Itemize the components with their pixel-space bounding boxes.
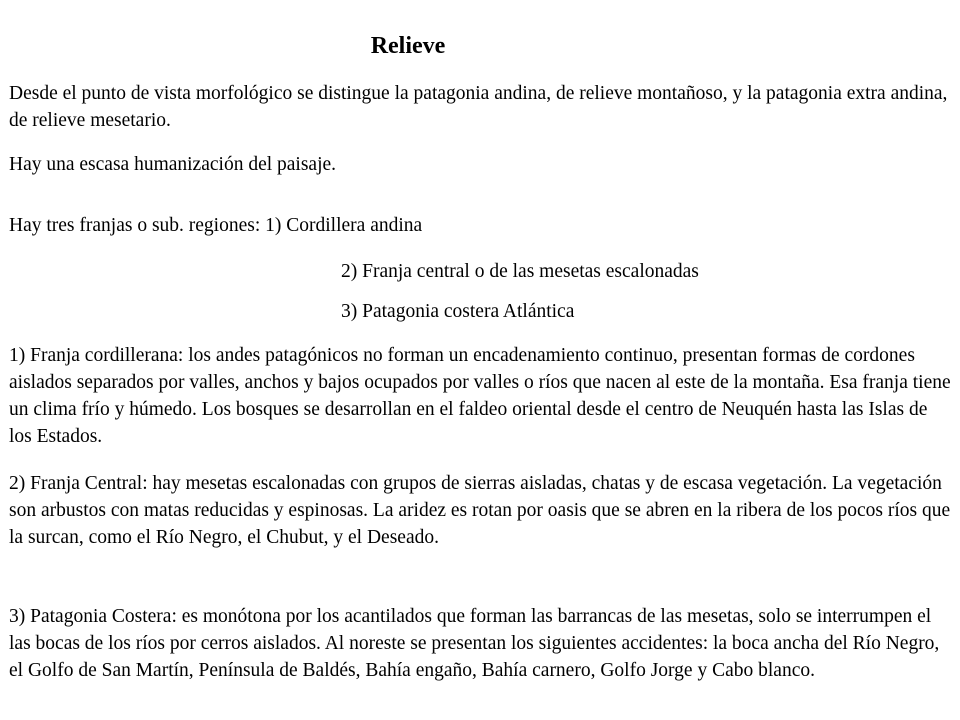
paragraph-intro: Desde el punto de vista morfológico se distingue la patagonia andina, de relieve montañoso, y la patagonia extra andina, de relieve mesetario. bbox=[9, 83, 948, 131]
paragraph-patagonia-costera: 3) Patagonia Costera: es monótona por los acantilados que forman las barrancas de las mesetas, solo se interrumpen el las bocas de los ríos por cerros aislados. Al noreste se presentan los siguientes accidentes: la boca ancha del Río Negro, el Golfo de San Martín, Península de Baldés, Bahía engaño, Bahía carnero, Golfo Jorge y Cabo blanco. bbox=[9, 606, 940, 681]
slide-title: Relieve bbox=[370, 33, 446, 59]
paragraph-franja-central: 2) Franja Central: hay mesetas escalonadas con grupos de sierras aisladas, chatas y de escasa vegetación. La vegetación son arbustos con matas reducidas y espinosas. La aridez es rotan por oasis que se abren en la ribera de los pocos ríos que la surcan, como el Río Negro, el Chubut, y el Deseado. bbox=[9, 473, 951, 548]
paragraph-franja-cordillerana: 1) Franja cordillerana: los andes patagónicos no forman un encadenamiento continuo, presentan formas de cordones aislados separados por valles, anchos y bajos ocupados por valles o ríos que nacen al este de la montaña. Esa franja tiene un clima frío y húmedo. Los bosques se desarrollan en el faldeo oriental desde el centro de Neuquén hasta las Islas de los Estados. bbox=[9, 345, 951, 447]
paragraph-franjas-intro: Hay tres franjas o sub. regiones: 1) Cordillera andina bbox=[9, 215, 423, 236]
paragraph-humanizacion: Hay una escasa humanización del paisaje. bbox=[9, 154, 337, 175]
franja-list-item-3: 3) Patagonia costera Atlántica bbox=[341, 301, 575, 322]
franja-list-item-2: 2) Franja central o de las mesetas escalonadas bbox=[341, 261, 699, 282]
